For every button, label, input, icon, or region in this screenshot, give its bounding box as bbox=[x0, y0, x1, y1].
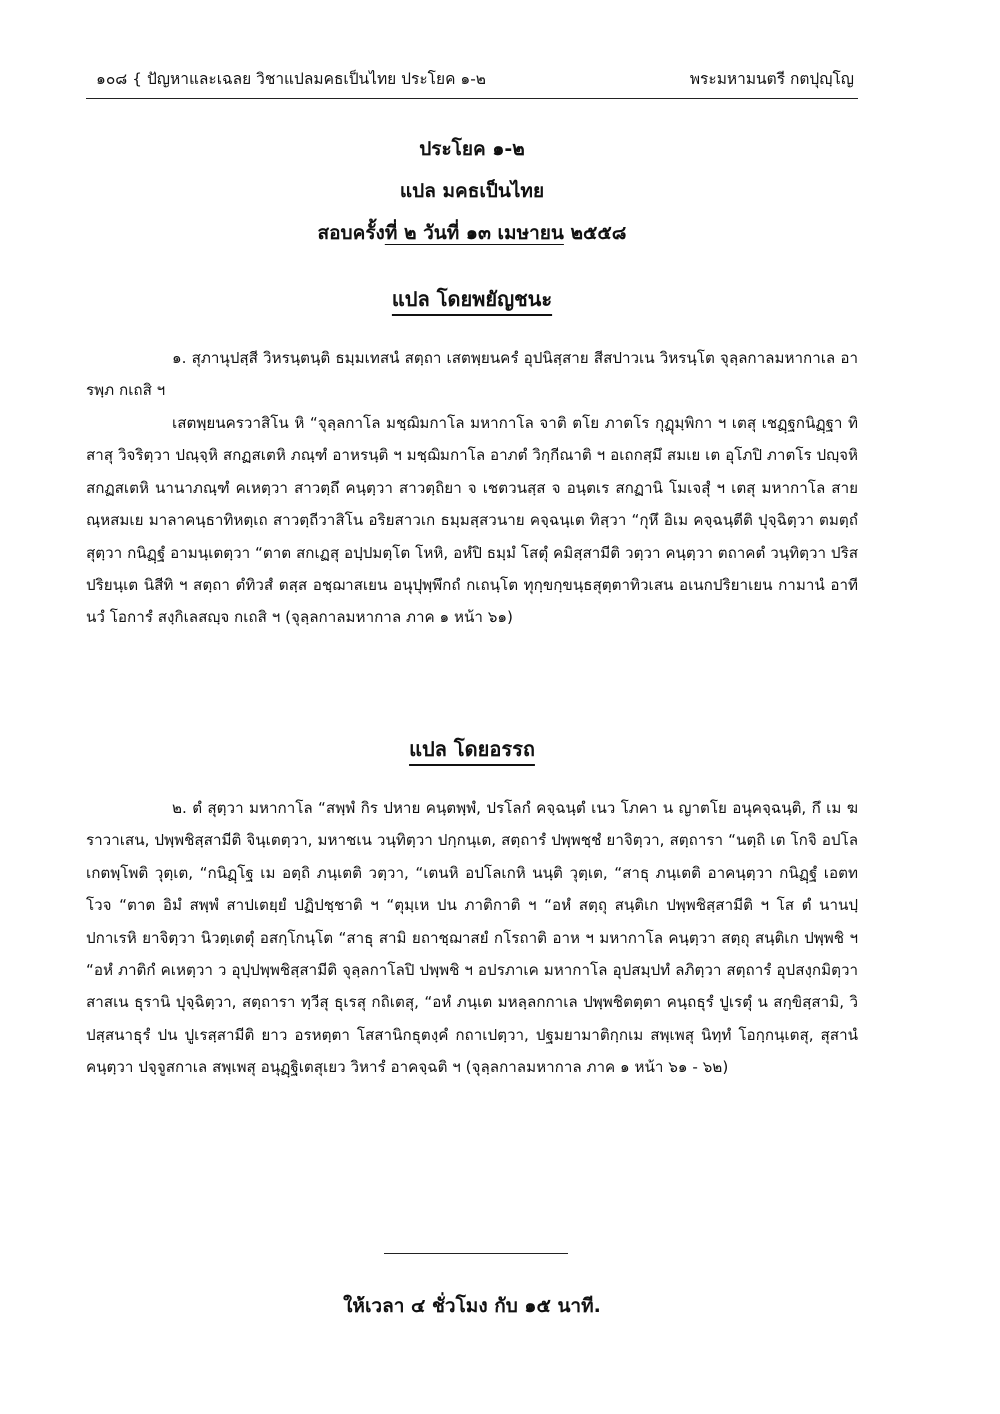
exam-date-year: ๒๕๕๘ bbox=[563, 222, 627, 244]
paragraph-2: เสตพฺยนครวาสิโน หิ “จุลฺลกาโล มชฺฌิมกาโล มหากาโล จาติ ตโย ภาตโร กุฏุมฺพิกา ฯ เตสุ เชฏฺฐกนิฏฺฐา ทิสาสุ วิจริตฺวา ปณฺจฺหิ สกฏสเตหิ ภณฺฑํ อาหรนฺติ ฯ มชฺฌิมกาโล อาภตํ วิกฺกีณาติ ฯ อเถกสฺมึ สมเย เต อุโภปิ ภาตโร ปญฺจหิ สกฏสเตหิ นานาภณฺฑํ คเหตฺวา สาวตฺถึ คนฺตฺวา สาวตฺถิยา จ เชตวนสฺส จ อนฺตเร สกฏานิ โมเจสุํ ฯ เตสุ มหากาโล สายณฺหสมเย มาลาคนฺธาทิหตฺเถ สาวตฺถีวาสิโน อริยสาวเก ธมฺมสฺสวนาย คจฺฉนฺเต ทิสฺวา “กุหึ อิเม คจฺฉนฺตีติ ปุจฺฉิตฺวา ตมตฺถํ สุตฺวา กนิฏฺฐํ อามนฺเตตฺวา “ตาต สกเฏสุ อปฺปมตฺโต โหหิ, อหํปิ ธมฺมํ โสตุํ คมิสฺสามีติ วตฺวา คนฺตฺวา ตถาคตํ วนฺทิตฺวา ปริสปริยนฺเต นิสีทิ ฯ สตฺถา ตํทิวสํ ตสฺส อชฺฌาสเยน อนุปุพฺพึกถํ กเถนฺโต ทุกฺขกฺขนฺธสุตฺตาทิวเสน อเนกปริยาเยน กามานํ อาทีนวํ โอการํ สงฺกิเลสญฺจ กเถสิ ฯ (จุลฺลกาลมหากาล ภาค ๑ หน้า ๖๑) bbox=[86, 414, 858, 627]
document-page bbox=[86, 56, 858, 1356]
exam-title-block bbox=[86, 128, 858, 254]
exam-date-underlined: ที่ ๒ วันที่ ๑๓ เมษายน bbox=[384, 222, 564, 244]
section-heading-meaning bbox=[86, 732, 858, 766]
paragraph-3: ๒. ตํ สุตฺวา มหากาโล “สพฺพํ กิร ปหาย คนฺตพฺพํ, ปรโลกํ คจฺฉนฺตํ เนว โภคา น ญาตโย อนุคจฺฉนฺติ, กึ เม ฆราวาเสน, ปพฺพชิสฺสามีติ จินฺเตตฺวา, มหาชเน วนฺทิตฺวา ปกฺกนฺเต, สตฺถารํ ปพฺพชฺชํ ยาจิตฺวา, สตฺถารา “นตฺถิ เต โกจิ อปโลเกตพฺโพติ วุตฺเต, “กนิฏฺโฐ เม อตฺถิ ภนฺเตติ วตฺวา, “เตนหิ อปโลเกหิ นนฺติ วุตฺเต, “สาธุ ภนฺเตติ อาคนฺตฺวา กนิฏฺฐํ เอตทโวจ “ตาต อิมํ สพฺพํ สาปเตยฺยํ ปฏิปชฺชาติ ฯ “ตุมฺเห ปน ภาติกาติ ฯ “อหํ สตฺถุ สนฺติเก ปพฺพชิสฺสามีติ ฯ โส ตํ นานปฺปกาเรหิ ยาจิตฺวา นิวตฺเตตุํ อสกฺโกนฺโต “สาธุ สามิ ยถาชฺฌาสยํ กโรถาติ อาห ฯ มหากาโล คนฺตฺวา สตฺถุ สนฺติเก ปพฺพชิ ฯ “อหํ ภาติกํ คเหตฺวา ว อุปฺปพฺพชิสฺสามีติ จุลฺลกาโลปิ ปพฺพชิ ฯ อปรภาเค มหากาโล อุปสมฺปทํ ลภิตฺวา สตฺถารํ อุปสงฺกมิตฺวา สาสเน ธุรานิ ปุจฺฉิตฺวา, สตฺถารา ทฺวีสุ ธุเรสุ กถิเตสุ, “อหํ ภนฺเต มหลฺลกกาเล ปพฺพชิตตฺตา คนฺถธุรํ ปูเรตุํ น สกฺขิสฺสามิ, วิปสฺสนาธุรํ ปน ปูเรสฺสามีติ ยาว อรหตฺตา โสสานิกธุตงฺคํ กถาเปตฺวา, ปฐมยามาติกฺกเม สพฺเพสุ นิทฺทํ โอกฺกนฺเตสุ, สุสานํ คนฺตฺวา ปจฺจูสกาเล สพฺเพสุ อนุฏฺฐิเตสุเยว วิหารํ อาคจฺฉติ ฯ (จุลฺลกาลมหากาล ภาค ๑ หน้า ๖๑ - ๖๒) bbox=[86, 799, 858, 1077]
exam-subject-title: แปล มคธเป็นไทย bbox=[399, 180, 545, 202]
section-heading-meaning-text: แปล โดยอรรถ bbox=[409, 737, 535, 761]
time-allowed-note: ให้เวลา ๔ ชั่วโมง กับ ๑๕ นาที. bbox=[343, 1295, 601, 1317]
exam-date-title bbox=[86, 212, 858, 254]
header-author: พระมหามนตรี กตปุญฺโญ bbox=[689, 70, 854, 88]
header-book-title: ๑๐๘ { ปัญหาและเฉลย วิชาแปลมคธเป็นไทย ประโยค ๑-๒ bbox=[96, 70, 487, 88]
closing-divider bbox=[384, 1253, 568, 1254]
section-heading-literal bbox=[86, 282, 858, 316]
exam-date-prefix: สอบครั้ง bbox=[317, 222, 385, 244]
exam-level-title: ประโยค ๑-๒ bbox=[419, 138, 525, 160]
section-heading-literal-text: แปล โดยพยัญชนะ bbox=[391, 287, 553, 311]
paragraph-1: ๑. สุภานุปสฺสี วิหรนฺตนฺติ ธมฺมเทสนํ สตฺถา เสตพฺยนครํ อุปนิสฺสาย สีสปาวเน วิหรนฺโต จุลฺลกาลมหากาเล อารพฺภ กเถสิ ฯ bbox=[86, 349, 858, 400]
running-header bbox=[86, 64, 858, 99]
